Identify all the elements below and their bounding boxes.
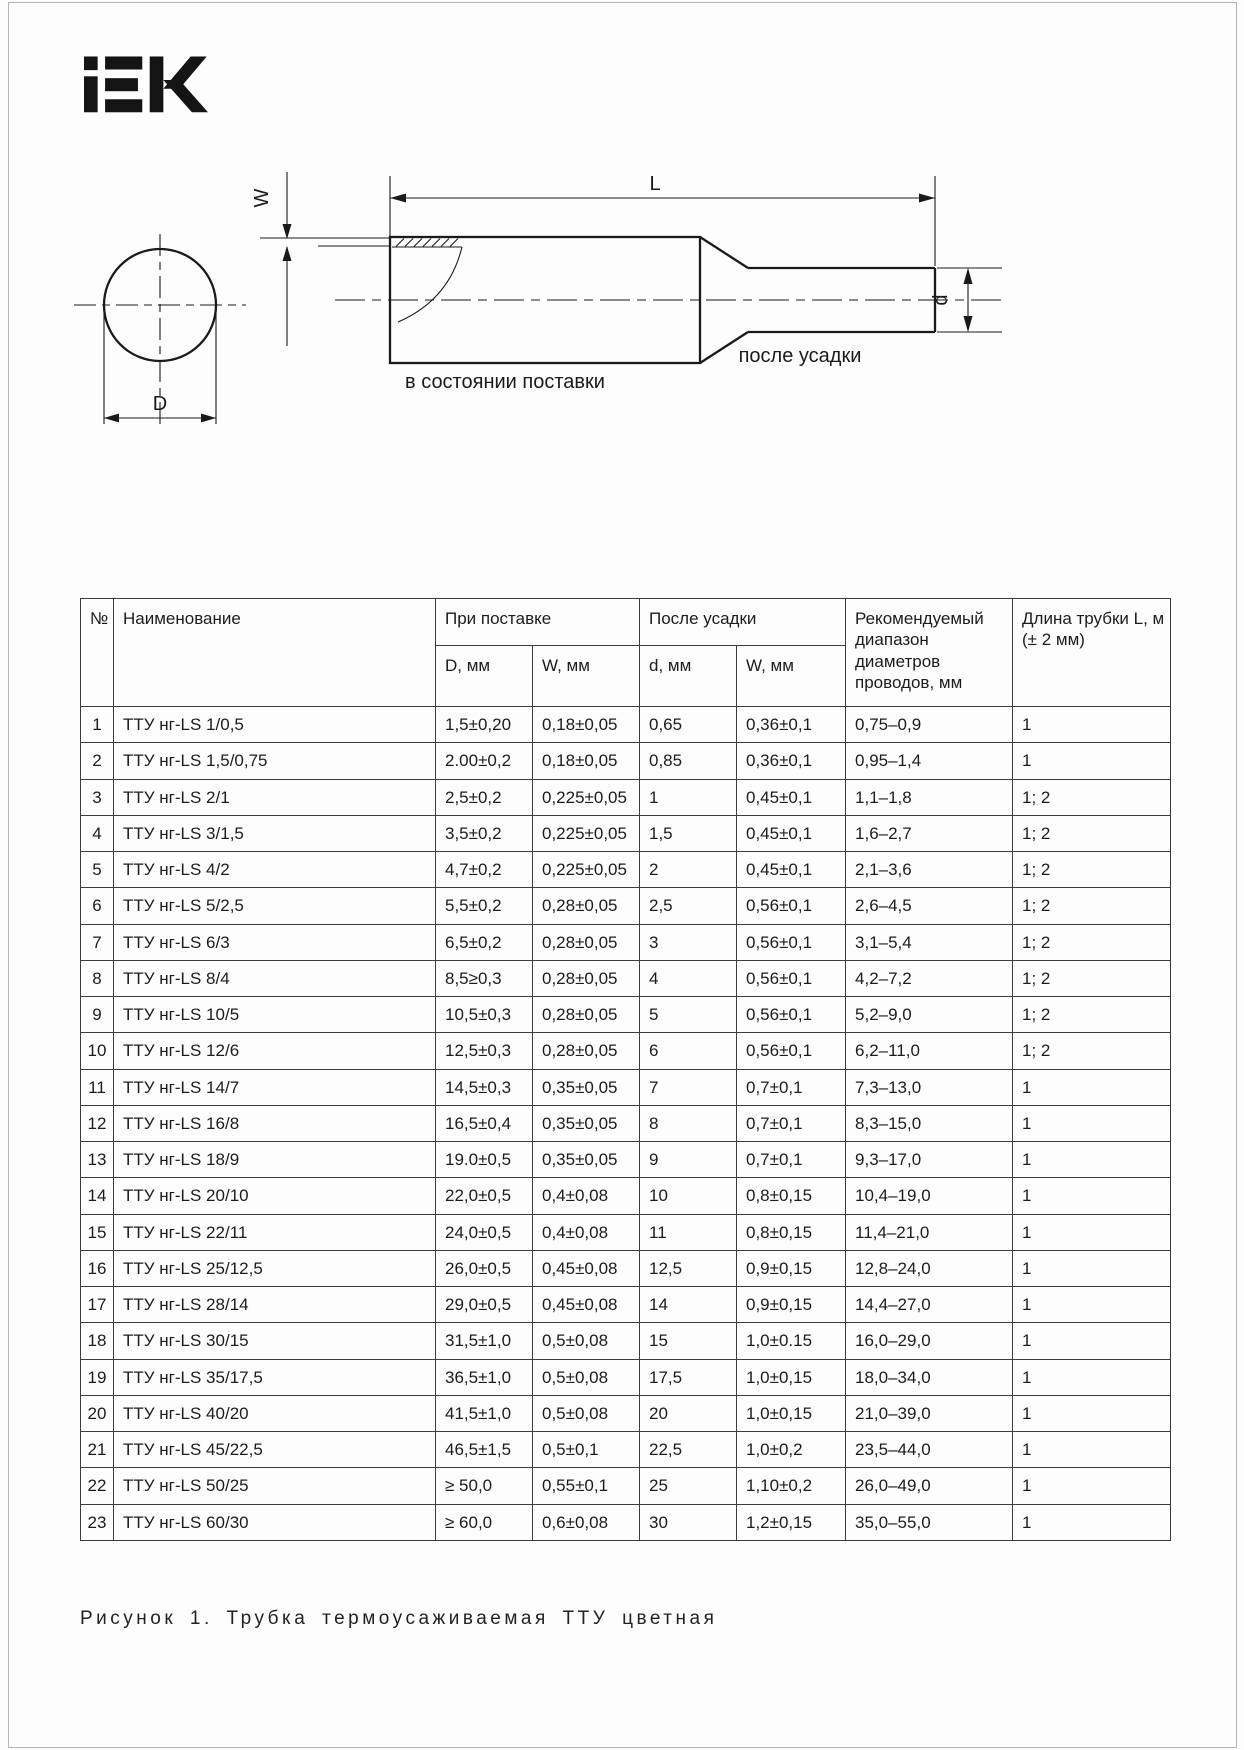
table-row [81,1250,1171,1286]
table-cell: 7 [81,924,114,960]
table-cell: 4 [640,960,737,996]
logo-e-mid [105,78,138,91]
table-cell: 20 [640,1395,737,1431]
table-cell: 1; 2 [1013,1033,1171,1069]
dim-label-d: d [930,294,952,306]
table-cell: 1 [1013,1142,1171,1178]
table-cell: 3 [81,779,114,815]
table-row [81,779,1171,815]
table-cell: ТТУ нг-LS 10/5 [114,997,436,1033]
arrowhead-left [390,194,406,203]
table-cell: 21 [81,1432,114,1468]
table-row [81,1323,1171,1359]
table-cell: 16 [81,1250,114,1286]
table-cell: 1 [1013,1468,1171,1504]
table-cell: ≥ 60,0 [436,1504,533,1540]
table-cell: ТТУ нг-LS 2/1 [114,779,436,815]
table-cell: 29,0±0,5 [436,1287,533,1323]
table-cell: 0,56±0,1 [737,924,846,960]
table-cell: ТТУ нг-LS 1,5/0,75 [114,743,436,779]
table-cell: 0,28±0,05 [533,997,640,1033]
table-cell: 8,5≥0,3 [436,960,533,996]
dim-label-D: D [152,393,168,415]
table-cell: 18 [81,1323,114,1359]
table-row [81,1178,1171,1214]
table-cell: 5 [640,997,737,1033]
table-cell: 1; 2 [1013,924,1171,960]
arrowhead-right [201,414,216,423]
table-cell: 14 [640,1287,737,1323]
dim-label-W: W [251,188,273,208]
table-cell: 16,5±0,4 [436,1105,533,1141]
table-cell: 3,5±0,2 [436,815,533,851]
arrowhead-down [283,224,292,239]
table-cell: 3 [640,924,737,960]
table-cell: 15 [81,1214,114,1250]
table-cell: 0,4±0,08 [533,1214,640,1250]
table-cell: 0,5±0,08 [533,1323,640,1359]
table-cell: 9 [81,997,114,1033]
table-cell: 5 [81,852,114,888]
table-cell: 19.0±0,5 [436,1142,533,1178]
table-cell: 14,5±0,3 [436,1069,533,1105]
table-cell: 0,28±0,05 [533,888,640,924]
table-cell: 10,4–19,0 [846,1178,1013,1214]
table-cell: 26,0–49,0 [846,1468,1013,1504]
header-D-mm: D, мм [436,646,533,707]
table-cell: 2 [640,852,737,888]
table-cell: ТТУ нг-LS 20/10 [114,1178,436,1214]
table-cell: 0,35±0,05 [533,1069,640,1105]
table-cell: 16,0–29,0 [846,1323,1013,1359]
table-cell: ТТУ нг-LS 40/20 [114,1395,436,1431]
label-supplied-state: в состоянии поставки [405,371,605,393]
table-cell: 0,85 [640,743,737,779]
header-range: Рекомендуемый диапазон диаметров проводов, мм [846,599,1013,707]
table-cell: 0,95–1,4 [846,743,1013,779]
table-row [81,1287,1171,1323]
table-row [81,1105,1171,1141]
table-cell: 1,10±0,2 [737,1468,846,1504]
table-cell: 1,6–2,7 [846,815,1013,851]
table-cell: 0,7±0,1 [737,1105,846,1141]
table-cell: 31,5±1,0 [436,1323,533,1359]
arrowhead-right [919,194,935,203]
table-cell: ТТУ нг-LS 35/17,5 [114,1359,436,1395]
table-cell: 4,2–7,2 [846,960,1013,996]
table-cell: 17 [81,1287,114,1323]
table-cell: 1 [1013,1214,1171,1250]
table-cell: 5,2–9,0 [846,997,1013,1033]
dim-label-L: L [649,173,661,195]
table-cell: 1 [1013,1359,1171,1395]
table-cell: 18,0–34,0 [846,1359,1013,1395]
table-row [81,1069,1171,1105]
table-cell: 0,5±0,08 [533,1359,640,1395]
table-cell: 1 [1013,1395,1171,1431]
arrowhead-up [964,268,973,284]
table-row [81,1432,1171,1468]
spec-table [80,598,1171,1541]
table-cell: 1 [640,779,737,815]
table-row [81,815,1171,851]
table-cell: 0,8±0,15 [737,1214,846,1250]
table-cell: 0,45±0,08 [533,1250,640,1286]
table-cell: 2,5±0,2 [436,779,533,815]
table-cell: 30 [640,1504,737,1540]
table-cell: 1 [1013,1323,1171,1359]
logo-k-lower-arm [163,80,208,112]
table-cell: 0,35±0,05 [533,1142,640,1178]
table-cell: 0,28±0,05 [533,960,640,996]
table-cell: 0,7±0,1 [737,1142,846,1178]
table-cell: 8 [81,960,114,996]
spec-table-container [80,598,1171,1541]
table-cell: 22,0±0,5 [436,1178,533,1214]
header-num: № [81,599,114,707]
table-cell: 0,45±0,08 [533,1287,640,1323]
table-cell: 6 [640,1033,737,1069]
table-cell: 0,18±0,05 [533,743,640,779]
table-row [81,888,1171,924]
table-cell: 0,65 [640,707,737,743]
table-row [81,1214,1171,1250]
table-cell: 36,5±1,0 [436,1359,533,1395]
table-cell: 12 [81,1105,114,1141]
figure-caption: Рисунок 1. Трубка термоусаживаемая ТТУ цветная [80,1608,718,1629]
table-cell: 1 [1013,1178,1171,1214]
table-cell: 25 [640,1468,737,1504]
table-cell: 0,45±0,1 [737,852,846,888]
table-cell: ТТУ нг-LS 12/6 [114,1033,436,1069]
table-cell: ТТУ нг-LS 45/22,5 [114,1432,436,1468]
header-name: Наименование [114,599,436,707]
table-cell: 0,9±0,15 [737,1287,846,1323]
table-cell: 1 [1013,1069,1171,1105]
table-cell: 0,225±0,05 [533,779,640,815]
header-length: Длина трубки L, м (± 2 мм) [1013,599,1171,707]
label-shrunk-state: после усадки [738,345,862,367]
table-cell: 1 [1013,743,1171,779]
table-cell: 0,5±0,1 [533,1432,640,1468]
table-cell: 8 [640,1105,737,1141]
technical-drawing [0,150,1244,455]
table-cell: 1 [1013,707,1171,743]
table-cell: 1; 2 [1013,779,1171,815]
table-cell: 15 [640,1323,737,1359]
header-W-mm-delivery: W, мм [533,646,640,707]
table-cell: 0,28±0,05 [533,1033,640,1069]
table-cell: ≥ 50,0 [436,1468,533,1504]
table-cell: 1; 2 [1013,888,1171,924]
table-row [81,1142,1171,1178]
table-row [81,997,1171,1033]
table-cell: 26,0±0,5 [436,1250,533,1286]
table-cell: 0,225±0,05 [533,852,640,888]
table-cell: 46,5±1,5 [436,1432,533,1468]
table-cell: 1,0±0,15 [737,1395,846,1431]
table-cell: 1 [1013,1250,1171,1286]
table-cell: 11,4–21,0 [846,1214,1013,1250]
table-row [81,1395,1171,1431]
table-cell: 22,5 [640,1432,737,1468]
table-cell: 2 [81,743,114,779]
table-cell: 3,1–5,4 [846,924,1013,960]
table-cell: 20 [81,1395,114,1431]
table-cell: 0,56±0,1 [737,997,846,1033]
table-cell: 6,5±0,2 [436,924,533,960]
table-cell: 14 [81,1178,114,1214]
arrowhead-down [964,316,973,332]
table-row [81,707,1171,743]
table-cell: ТТУ нг-LS 6/3 [114,924,436,960]
table-cell: 0,4±0,08 [533,1178,640,1214]
table-cell: 1,5±0,20 [436,707,533,743]
logo-i-dot [84,56,98,70]
table-row [81,1359,1171,1395]
table-row [81,1033,1171,1069]
table-cell: 1; 2 [1013,960,1171,996]
arrowhead-left [104,414,119,423]
table-cell: 9 [640,1142,737,1178]
table-cell: 7 [640,1069,737,1105]
table-cell: ТТУ нг-LS 28/14 [114,1287,436,1323]
table-cell: 0,35±0,05 [533,1105,640,1141]
table-cell: 12,5±0,3 [436,1033,533,1069]
table-cell: 11 [81,1069,114,1105]
iek-logo [84,56,208,119]
table-cell: 0,55±0,1 [533,1468,640,1504]
table-cell: ТТУ нг-LS 16/8 [114,1105,436,1141]
table-cell: 11 [640,1214,737,1250]
spec-table-body [81,707,1171,1541]
table-cell: 0,56±0,1 [737,960,846,996]
table-cell: 0,45±0,1 [737,815,846,851]
iek-logo-graphic [84,56,208,114]
table-cell: 7,3–13,0 [846,1069,1013,1105]
table-cell: 0,56±0,1 [737,888,846,924]
table-cell: 22 [81,1468,114,1504]
table-cell: 0,7±0,1 [737,1069,846,1105]
table-cell: 1,5 [640,815,737,851]
table-row [81,960,1171,996]
logo-e-top [105,56,142,69]
table-cell: 19 [81,1359,114,1395]
table-row [81,924,1171,960]
wall-leader-curve [398,247,462,322]
table-cell: 6 [81,888,114,924]
table-cell: 0,8±0,15 [737,1178,846,1214]
table-cell: 1,0±0,2 [737,1432,846,1468]
table-cell: 2,1–3,6 [846,852,1013,888]
table-cell: ТТУ нг-LS 18/9 [114,1142,436,1178]
table-cell: 17,5 [640,1359,737,1395]
table-cell: 4,7±0,2 [436,852,533,888]
table-cell: ТТУ нг-LS 50/25 [114,1468,436,1504]
logo-i-stem [84,76,98,112]
table-cell: 1 [1013,1105,1171,1141]
table-cell: 1,1–1,8 [846,779,1013,815]
table-cell: 12,5 [640,1250,737,1286]
table-cell: ТТУ нг-LS 4/2 [114,852,436,888]
table-cell: 35,0–55,0 [846,1504,1013,1540]
header-W-mm-shrunk: W, мм [737,646,846,707]
table-cell: 8,3–15,0 [846,1105,1013,1141]
table-cell: 1 [1013,1504,1171,1540]
table-row [81,1504,1171,1540]
table-cell: ТТУ нг-LS 1/0,5 [114,707,436,743]
table-cell: 1,2±0,15 [737,1504,846,1540]
taper-top [700,237,748,268]
table-cell: ТТУ нг-LS 60/30 [114,1504,436,1540]
table-cell: 24,0±0,5 [436,1214,533,1250]
table-cell: ТТУ нг-LS 14/7 [114,1069,436,1105]
table-row [81,1468,1171,1504]
header-d-mm: d, мм [640,646,737,707]
table-cell: 1 [1013,1287,1171,1323]
table-cell: 41,5±1,0 [436,1395,533,1431]
logo-e-bottom [105,99,142,112]
table-cell: 0,36±0,1 [737,743,846,779]
table-cell: 10 [81,1033,114,1069]
table-cell: 2,5 [640,888,737,924]
table-cell: ТТУ нг-LS 8/4 [114,960,436,996]
table-row [81,743,1171,779]
table-cell: 10,5±0,3 [436,997,533,1033]
table-cell: 23 [81,1504,114,1540]
table-cell: 0,225±0,05 [533,815,640,851]
table-cell: 6,2–11,0 [846,1033,1013,1069]
table-cell: 0,36±0,1 [737,707,846,743]
table-cell: ТТУ нг-LS 22/11 [114,1214,436,1250]
table-cell: 1; 2 [1013,997,1171,1033]
logo-k-stem [150,56,164,112]
header-after-shrink: После усадки [640,599,846,646]
table-cell: 10 [640,1178,737,1214]
table-cell: ТТУ нг-LS 5/2,5 [114,888,436,924]
table-cell: 0,6±0,08 [533,1504,640,1540]
table-cell: 0,45±0,1 [737,779,846,815]
table-cell: 9,3–17,0 [846,1142,1013,1178]
table-cell: 5,5±0,2 [436,888,533,924]
table-cell: 1; 2 [1013,852,1171,888]
table-cell: 0,9±0,15 [737,1250,846,1286]
table-cell: 1,0±0.15 [737,1323,846,1359]
table-cell: 0,28±0,05 [533,924,640,960]
table-cell: 0,56±0,1 [737,1033,846,1069]
table-cell: 4 [81,815,114,851]
table-cell: 2,6–4,5 [846,888,1013,924]
table-cell: 0,75–0,9 [846,707,1013,743]
header-at-delivery: При поставке [436,599,640,646]
table-cell: 1 [81,707,114,743]
table-cell: 13 [81,1142,114,1178]
table-cell: 23,5–44,0 [846,1432,1013,1468]
table-cell: 1,0±0,15 [737,1359,846,1395]
table-cell: ТТУ нг-LS 25/12,5 [114,1250,436,1286]
table-cell: 1; 2 [1013,815,1171,851]
table-cell: ТТУ нг-LS 30/15 [114,1323,436,1359]
wall-hatch [392,239,462,323]
table-cell: 1 [1013,1432,1171,1468]
table-cell: 2.00±0,2 [436,743,533,779]
table-cell: 21,0–39,0 [846,1395,1013,1431]
table-row [81,852,1171,888]
table-cell: 0,18±0,05 [533,707,640,743]
table-cell: ТТУ нг-LS 3/1,5 [114,815,436,851]
table-cell: 0,5±0,08 [533,1395,640,1431]
arrowhead-up [283,246,292,261]
table-cell: 12,8–24,0 [846,1250,1013,1286]
table-cell: 14,4–27,0 [846,1287,1013,1323]
